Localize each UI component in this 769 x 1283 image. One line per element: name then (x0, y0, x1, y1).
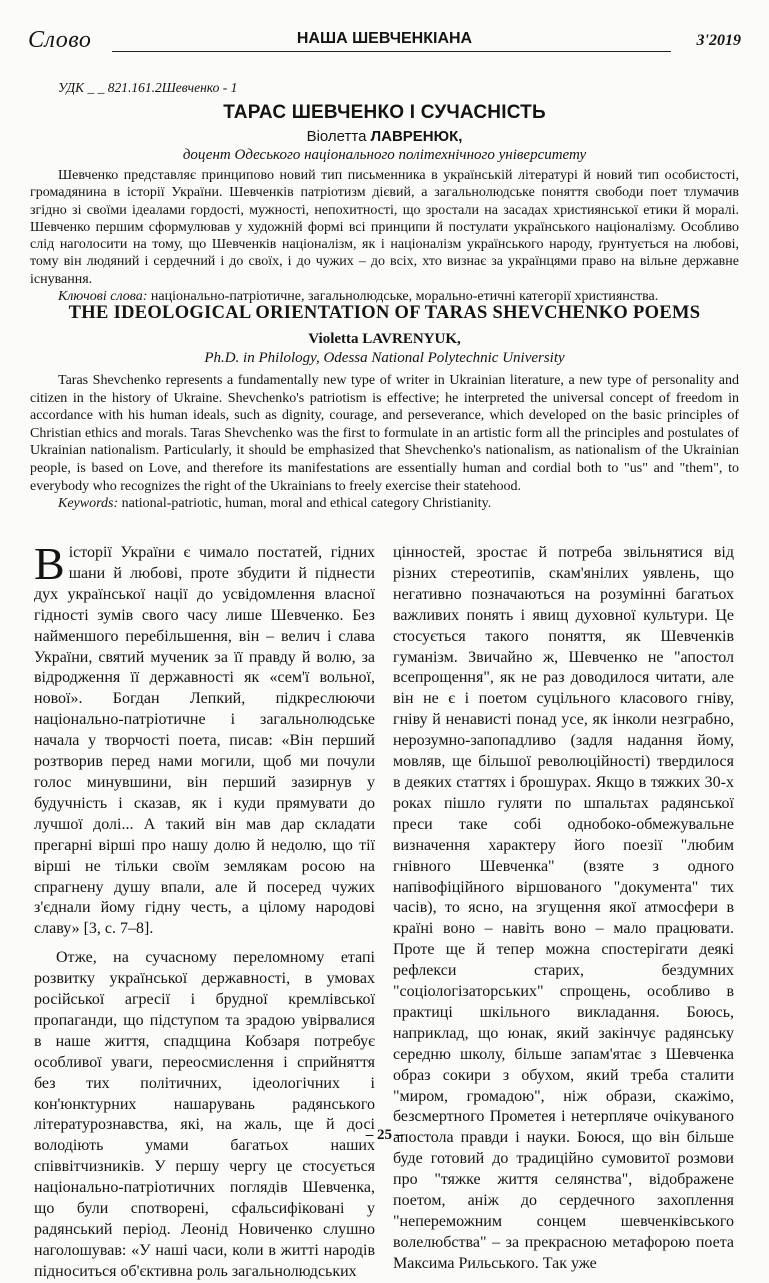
body-paragraph-2: Отже, на сучасному переломному етапі розвитку української державності, в умовах російської агресії і брудної кремлівської пропаганди, що підступом та зрадою увірвалися в наше життя, спадщина Кобзаря потребує особливої уваги, переосмислення і сприйняття без тих політичних, ідеологічних і кон'юнктурних нашарувань радянського літературознавства, які, на жаль, ще й досі володіють умами багатьох наших співвітчизників. У першу чергу це стосується національно-патріотичних поглядів Шевченка, що були спотворені, сфальсифіковані у радянський період. Леонід Новиченко слушно наголошував: «У наші часи, коли в житті народів підноситься об'єктивна роль загальнолюдських (34, 949, 375, 1280)
abstract-ua-text: Шевченко представляє принципово новий тип письменника в українській літературі й новий тип особистості, громадянина в історії України. Шевченків патріотизм дієвий, а загальнолюдське поняття свободи поет тлумачив згідно зі своїми ідеалами гордості, мужності, непохитності, що зростали на засадах християнської етики й моралі. Шевченко першим сформулював у художній формі всі принципи й постулати українського націоналізму. Особливо слід наголосити на тому, що Шевченків націоналізм, як і націоналізм українського народу, ґрунтується на любові, тому він людяний і сердечний і до своїх, і до чужих – до всіх, хто визнає за українцями право на вільне державне існування. (30, 168, 739, 287)
abstract-ua (30, 167, 739, 305)
body-column-left (34, 538, 375, 1283)
body-column-right (393, 543, 734, 1275)
section-title: НАША ШЕВЧЕНКІАНА (296, 30, 473, 47)
abstract-en (30, 372, 739, 513)
keywords-en (30, 495, 739, 513)
body-paragraph-1-text: історії України є чимало постатей, гідних шани й любові, проте збудити й піднести дух української нації до усвідомлення власної гідності зумів свого часу лише Шевченко. Без найменшого перебільшення, він – велич і слава України, святий мученик за її правду й волю, за відродження її державності як «сем'ї вольної, новоï». Богдан Лепкий, підкреслюючи національно-патріотичне і загальнолюдське начала у творчості поета, писав: «Він перший розтворив перед нами могили, щоб ми почули голос минувшини, він перший зазирнув у будучність і сказав, як і куди прямувати до лучшої долі... А такий він мав дар складати прегарні вірші про нашу долю й недолю, що тії вірші не тільки своїм землякам росою на спрагнену душу впали, але й посеред чужих з'єднали йому гідну честь, а цілому народові славу» [3, с. 7–8]. (34, 544, 375, 938)
journal-logo: Слово (28, 27, 92, 53)
keywords-ua-label: Ключові слова: (58, 289, 148, 305)
author-first-name: Віолетта (306, 128, 367, 145)
keywords-en-text: national-patriotic, human, moral and ethical category Christianity. (121, 496, 492, 512)
body-paragraph-3: цінностей, зростає й потреба звільнятися від різних стереотипів, скам'янілих уявлень, що негативно позначаються на розумінні багатьох важливих понять і явищ духовної культури. Це стосується такого поняття, як Шевченків гуманізм. Звичайно ж, Шевченко не "апостол всепрощення", як не раз доводилося читати, але він не є і поетом суцільного класового гніву, гніву й ненависті понад усе, як інколи незграбно, нерозумно-запопадливо (задля надання йому, мовляв, ще більшої революційності) твердилося в деяких статтях і брошурах. Якщо в тяжких 30-х роках пішло гуляти по шпальтах радянської преси таке собі однобоко-обмежувальне визначення характеру його поезії "любим гнівного Шевченка" (взяте з одного напівофіційного віршованого "документа" тих часів), то ясно, на згущення якої атмосфери в країні воно – навіть воно – мало працювати. Проте ще й тепер можна спостерігати деякі рефлекси старих, бездумних "соціологізаторських" спрощень, особливо в практиці шкільного викладання. Боюсь, наприклад, що юнак, який закінчує радянську середню школу, більше запам'ятає з Шевченка образ сокири з обухом, який треба сталити "миром, громадою", ніж образи, скажімо, безсмертного Прометея і нетерпляче очікуваного апостола правди і науки. Боюся, що він більше буде готовий до традиційно сумовитої розмови про "тяжке життя селянства", відображене поетом, аніж до сердечного захоплення "непереможним сонцем шевченківського волелюбства" – за прекрасною метафорою поета Максима Рильського. Так уже (393, 544, 734, 1272)
article-title-ua: ТАРАС ШЕВЧЕНКО І СУЧАСНІСТЬ (223, 102, 546, 123)
running-header (28, 22, 741, 56)
affiliation-ua: доцент Одеського національного політехнічного університету (182, 147, 587, 163)
affiliation-en: Ph.D. in Philology, Odessa National Polytechnic University (204, 350, 565, 366)
udk-code: УДК _ _ 821.161.2Шевченко - 1 (58, 80, 238, 95)
author-ua (0, 128, 769, 145)
keywords-ua-text: національно-патріотичне, загальнолюдське, морально-етичні категорії християнства. (150, 289, 659, 305)
abstract-en-text: Taras Shevchenko represents a fundamentally new type of writer in Ukrainian literature, a new type of personality and citizen in the history of Ukraine. Shevchenko's patriotism is effective; he interpreted the universal concept of freedom in accordance with his human ideals, such as dignity, courage, and perseverance, which developed on the basic principles of Christian ethics and morals. Taras Shevchenko was the first to formulate in an artistic form all the principles and postulates of Ukrainian nationalism. Particularly, it should be emphasized that Shevchenko's nationalism, as nationalism of the Ukrainian people, is based on Love, and therefore its manifestations are essentially human and cordial both to "us" and "them", to everybody who recognizes the right of the Ukrainians to freely exercise their statehood. (30, 373, 739, 494)
page-number: – 25 – (365, 1127, 404, 1143)
author-en: Violetta LAVRENYUK, (308, 331, 461, 347)
author-last-name: ЛАВРЕНЮК, (370, 128, 463, 145)
body-paragraph-1 (34, 538, 375, 940)
header-rule (112, 51, 671, 52)
keywords-en-label: Keywords: (58, 496, 119, 512)
article-title-en: THE IDEOLOGICAL ORIENTATION OF TARAS SHEVCHENKO POEMS (68, 303, 701, 323)
drop-cap: В (34, 538, 65, 589)
issue-number: 3'2019 (696, 32, 741, 49)
